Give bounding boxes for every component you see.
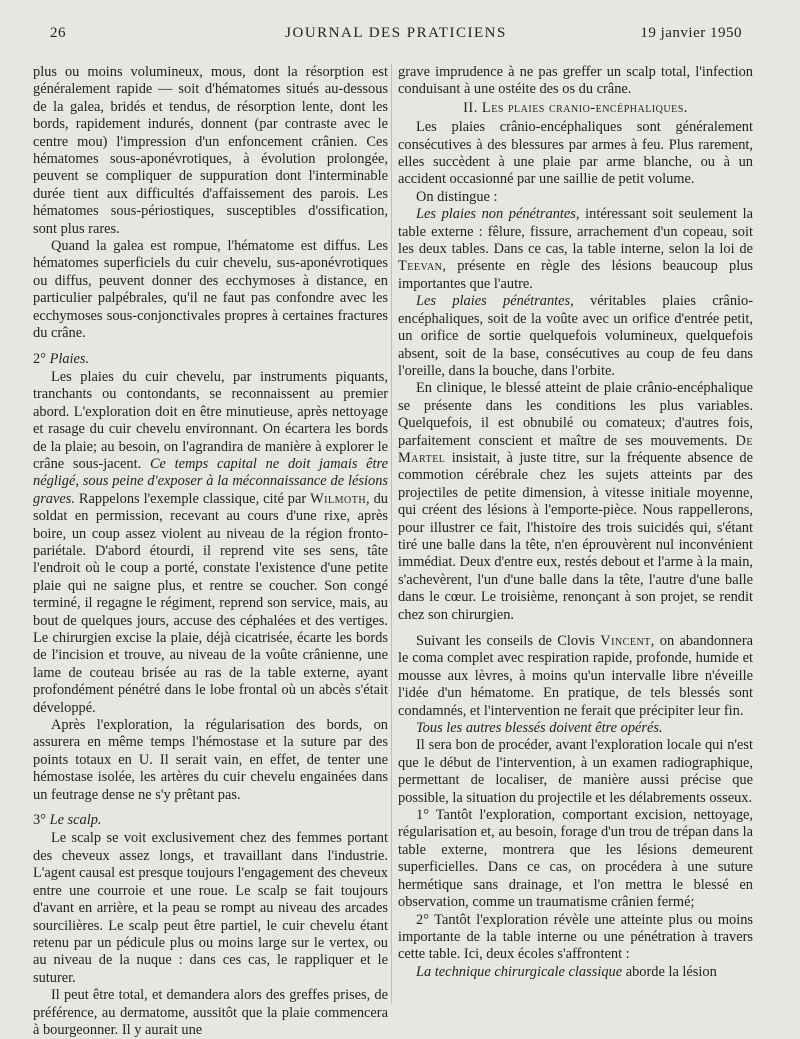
paragraph: grave imprudence à ne pas greffer un scalp total, l'infection conduisant à une ostéite des os du crâne.: [398, 64, 753, 98]
text-run: véritables plaies crânio-encéphaliques, soit de la voûte avec un orifice d'entrée petit, un orifice de sortie quelquefois volumineux, quelquefois absent, soit de la base, consécutives au coup de feu dans l'oreille, dans la bouche, dans l'orbite.: [398, 293, 753, 379]
paragraph: [398, 633, 753, 720]
section-heading-scalp: [33, 812, 388, 829]
paragraph: [33, 369, 388, 717]
italic-run: Tous les autres blessés doivent être opérés.: [416, 720, 663, 737]
author-name: Vincent: [600, 633, 651, 649]
paragraph: [398, 380, 753, 624]
paragraph: [398, 206, 753, 293]
author-name: Wilmoth: [310, 490, 367, 507]
page-number: 26: [50, 25, 66, 41]
italic-run: Ce temps capital ne doit jamais être négligé, sous peine d'exposer à la méconnaissance de lésions graves.: [33, 455, 388, 507]
paragraph: Le scalp se voit exclusivement chez des femmes portant des cheveux assez longs, et travaillant dans l'industrie. L'agent causal est presque toujours l'engagement des cheveux entre une courroie et une roue. Le scalp se fait toujours d'avant en arrière, et la peau se rompt au niveau des arcades sourcilières. Le scalp peut être partiel, le cuir chevelu étant retenu par un pédicule plus ou moins large sur le vertex, ou au niveau de la nuque : dans ces cas, le rappliquer et le suturer.: [33, 830, 388, 986]
paragraph: Les plaies crânio-encéphaliques sont généralement consécutives à des blessures par armes à feu. Plus rarement, elles succèdent à une plaie par arme blanche, ou à un accident occasionné par une saillie de petit volume.: [398, 119, 753, 188]
right-column: [398, 64, 753, 981]
text-run: , on abandonnera le coma complet avec respiration rapide, profonde, humide et mousse aux lèvres, à moins qu'un intervalle libre n'éveille l'idée d'un hématome. En pratique, de tels blessés sont condamnés, et l'intervention ne ferait que précipiter leur fin.: [398, 633, 753, 719]
italic-run: Les plaies pénétrantes,: [416, 293, 574, 310]
text-run: Suivant les conseils de Clovis: [416, 633, 601, 649]
paragraph: 1° Tantôt l'exploration, comportant excision, nettoyage, régularisation et, au besoin, forage d'un trou de trépan dans la table externe, montrera que les lésions demeurent superficielles. Dans ce cas, on procédera à une suture hermétique sans drainage, et l'on mettra le blessé en observation, comme un traumatisme crânien fermé;: [398, 807, 753, 911]
text-run: , du soldat en permission, recevant au cours d'une rixe, après boire, un coup assez violent au niveau de la région fronto-pariétale. D'abord étourdi, il reprend vite ses sens, tâte l'endroit où le coup a porté, constate l'existence d'une petite plaie qui ne saigne plus, et rentre se coucher. Son congé terminé, il regagne le régiment, reprend son service, mais, au bout de quelques jours, accuse des céphalées et des vertiges. Le chirurgien excise la plaie, déjà cicatrisée, écarte les bords de l'incision et trouve, au niveau de la voûte crânienne, une lame de couteau brisée au ras de la table externe, ayant profondément pénétré dans le lobe frontal où un abcès s'était développé.: [33, 490, 388, 716]
author-name: Teevan: [398, 258, 443, 275]
paragraph: 2° Tantôt l'exploration révèle une atteinte plus ou moins importante de la table interne ou une pénétration à travers cette table. Ici, deux écoles s'affrontent :: [398, 911, 753, 963]
section-heading-plaies-cranio: II. Les plaies cranio-encéphaliques.: [463, 99, 688, 116]
paragraph: [398, 720, 753, 737]
text-run: aborde la lésion: [622, 963, 717, 980]
heading-text: Plaies.: [49, 350, 90, 367]
journal-title: JOURNAL DES PRATICIENS: [285, 25, 507, 41]
heading-text: Le scalp.: [49, 812, 102, 829]
issue-date: 19 janvier 1950: [640, 25, 742, 41]
text-run: insistait, à juste titre, sur la fréquente absence de commotion cérébrale chez les sujets atteints par des projectiles de petite dimension, à vitesse initiale moyenne, qui créent des lésions à l'emporte-pièce. Nous rappellerons, pour illustrer ce fait, l'histoire des trois suicidés qui, s'étant tiré une balle dans la tête, n'en éprouvèrent nul inconvénient immédiat. Deux d'entre eux, restés debout et l'arme à la main, s'achevèrent, l'un d'une balle dans la tête, l'autre d'une balle dans le cœur. Le troisième, renonçant à son projet, se rendit chez son chirurgien.: [398, 449, 753, 623]
column-divider: [391, 64, 392, 1004]
page-header: [50, 25, 742, 47]
paragraph: Après l'exploration, la régularisation des bords, on assurera en même temps l'hémostase et la suture par des points totaux en U. Il serait vain, en effet, de tenter une hémostase isolée, les artères du cuir chevelu engainées dans un feutrage dense ne s'y prêtant pas.: [33, 717, 388, 803]
paragraph: plus ou moins volumineux, mous, dont la résorption est généralement rapide — soit d'hématomes situés au-dessous de la galea, bridés et tendus, de résorption lente, dont les bords, rapidement indurés, donnent (par contraste avec le centre mou) l'impression d'un enfoncement crânien. Ces hématomes sous-aponévrotiques, à évolution prolongée, peuvent se compliquer de suppuration dont l'interminable durée tient aux difficultés d'affaissement des parois. Les hématomes sous-périostiques, susceptibles d'ossification, sont plus rares.: [33, 64, 388, 237]
paragraph: Il peut être total, et demandera alors des greffes prises, de préférence, au dermatome, aussitôt que la plaie commencera à bourgeonner. Il y aurait une: [33, 987, 388, 1038]
author-name: De Martel: [398, 432, 753, 466]
paragraph: On distingue :: [416, 188, 498, 205]
section-heading-plaies: [33, 351, 388, 368]
italic-run: La technique chirurgicale classique: [416, 963, 623, 980]
text-run: Les plaies du cuir chevelu, par instruments piquants, tranchants ou contondants, se reconnaissent au premier abord. L'exploration doit en être minutieuse, après nettoyage et rasage du cuir chevelu environnant. On écartera les bords de la plaie; au besoin, on l'agrandira de manière à explorer le crâne sous-jacent.: [33, 368, 388, 472]
left-column: [33, 64, 388, 1039]
heading-number: 3°: [33, 812, 46, 829]
text-run: intéressant soit seulement la table externe : fêlure, fissure, arrachement d'un copeau, soit les deux tables. Dans ce cas, la table interne, selon la loi de: [398, 206, 754, 258]
paragraph: Quand la galea est rompue, l'hématome est diffus. Les hématomes superficiels du cuir chevelu, sus-aponévrotiques ou diffus, peuvent donner des ecchymoses à distance, en particulier palpébrales, qu'il ne faut pas confondre avec les ecchymoses sous-conjonctivales propres à certaines fractures du crâne.: [33, 238, 388, 342]
paragraph: Il sera bon de procéder, avant l'exploration locale qui n'est que le début de l'intervention, à un examen radiographique, permettant de localiser, de manière aussi précise que possible, la situation du projectile et les délabrements osseux.: [398, 737, 753, 806]
text-run: En clinique, le blessé atteint de plaie crânio-encéphalique se présente dans les conditions les plus variables. Quelquefois, il est obnubilé ou comateux; d'autres fois, parfaitement conscient et maître de ses mouvements.: [398, 380, 753, 449]
paragraph: [398, 293, 753, 380]
paragraph: [398, 964, 753, 981]
text-run: Rappelons l'exemple classique, cité par: [78, 490, 307, 507]
text-run: , présente en règle des lésions beaucoup plus importantes que l'autre.: [398, 258, 753, 292]
italic-run: Les plaies non pénétrantes,: [416, 206, 580, 223]
heading-number: 2°: [33, 350, 46, 367]
